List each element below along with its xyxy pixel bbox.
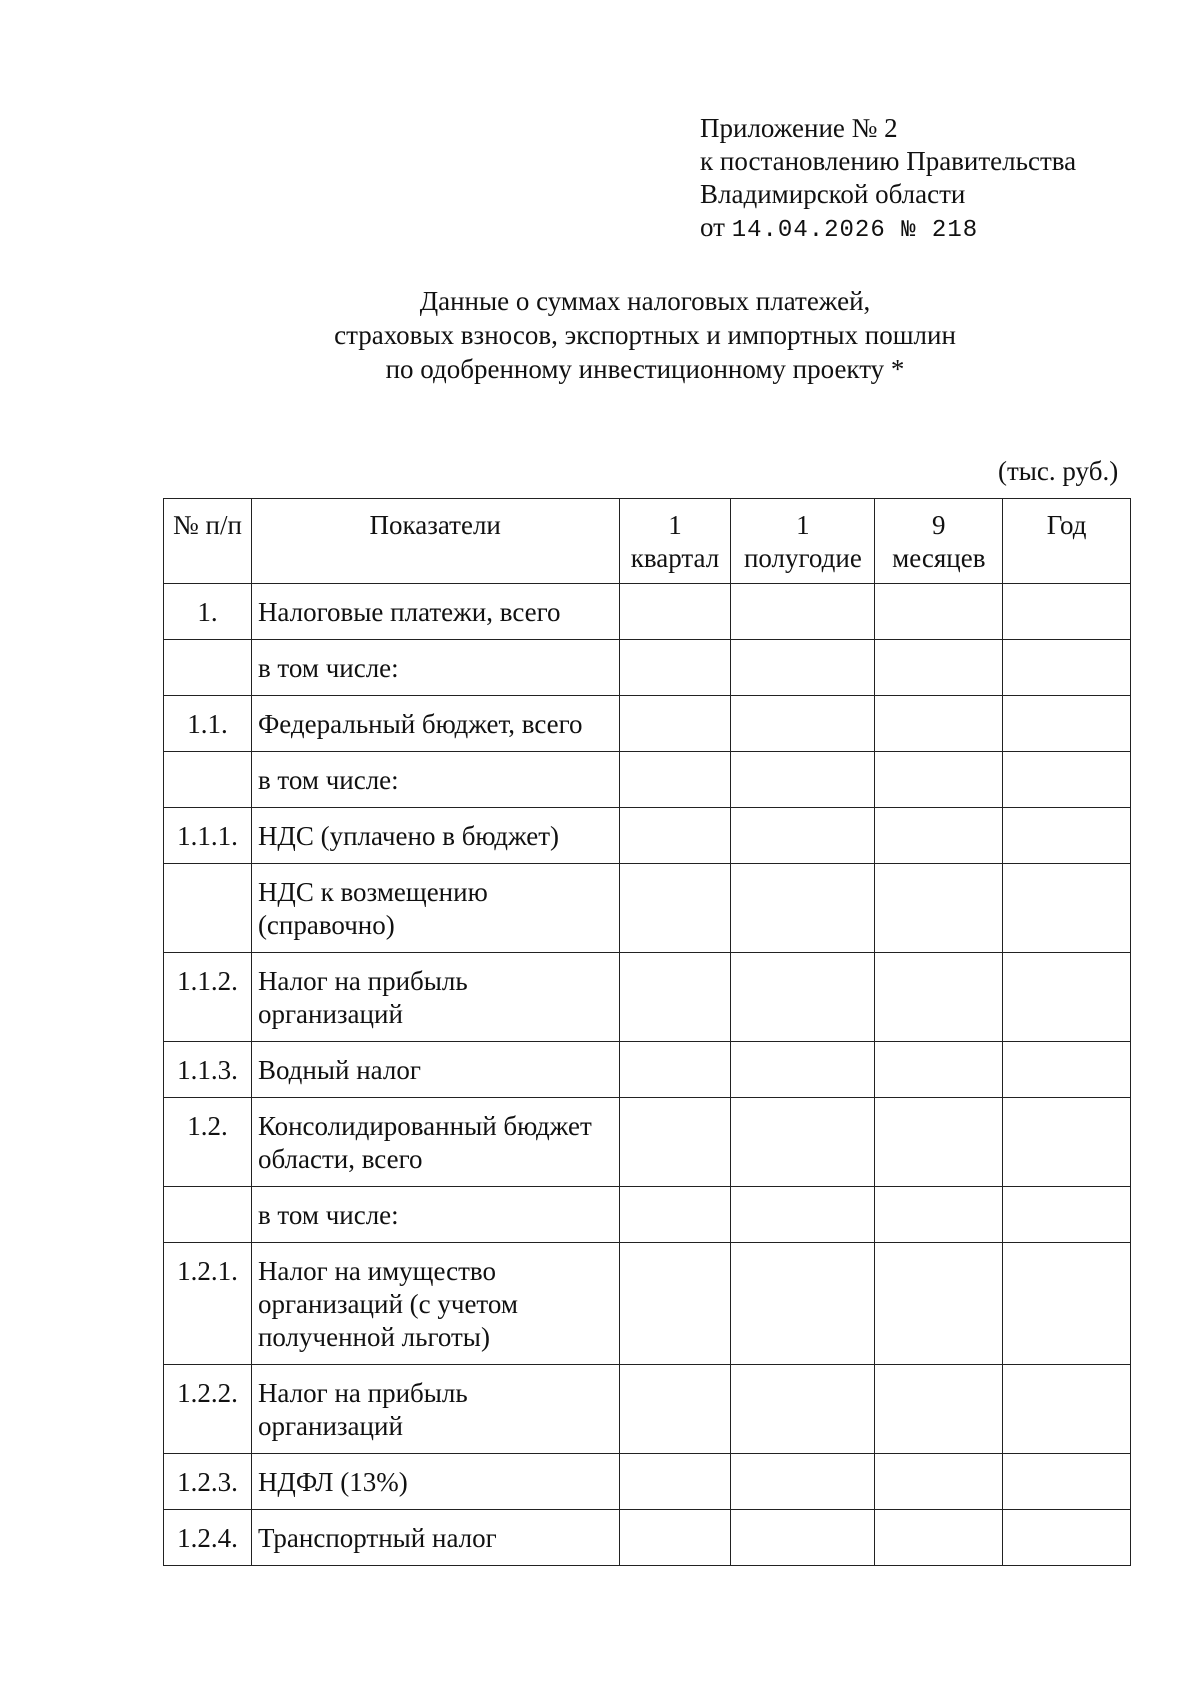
- cell-year: [1003, 1187, 1131, 1243]
- cell-halfyear: [731, 953, 875, 1042]
- row-num: 1.1.3.: [164, 1042, 252, 1098]
- row-indicator: Водный налог: [251, 1042, 619, 1098]
- row-indicator: в том числе:: [251, 640, 619, 696]
- cell-quarter: [619, 1510, 731, 1566]
- cell-year: [1003, 1243, 1131, 1365]
- cell-9months: [875, 1243, 1003, 1365]
- row-num: 1.1.: [164, 696, 252, 752]
- date-prefix: от: [700, 212, 732, 242]
- row-indicator: в том числе:: [251, 752, 619, 808]
- header-name: Показатели: [251, 499, 619, 584]
- row-indicator: Транспортный налог: [251, 1510, 619, 1566]
- cell-9months: [875, 1510, 1003, 1566]
- cell-9months: [875, 1042, 1003, 1098]
- table-row: [164, 640, 1131, 696]
- row-indicator: НДС (уплачено в бюджет): [251, 808, 619, 864]
- cell-year: [1003, 1365, 1131, 1454]
- appendix-line-1: Приложение № 2: [700, 113, 898, 143]
- cell-quarter: [619, 1365, 731, 1454]
- table-row: [164, 808, 1131, 864]
- cell-halfyear: [731, 808, 875, 864]
- header-quarter-top: 1: [668, 510, 682, 540]
- cell-halfyear: [731, 864, 875, 953]
- cell-9months: [875, 808, 1003, 864]
- row-indicator: Федеральный бюджет, всего: [251, 696, 619, 752]
- row-num: 1.: [164, 584, 252, 640]
- cell-year: [1003, 696, 1131, 752]
- table-row: [164, 1098, 1131, 1187]
- cell-quarter: [619, 1187, 731, 1243]
- title-line-3: по одобренному инвестиционному проекту *: [385, 354, 905, 384]
- appendix-block: [700, 112, 1076, 247]
- cell-halfyear: [731, 1510, 875, 1566]
- table-row: [164, 752, 1131, 808]
- cell-9months: [875, 640, 1003, 696]
- table-header-row: [164, 499, 1131, 584]
- unit-label: (тыс. руб.): [998, 456, 1119, 486]
- cell-quarter: [619, 584, 731, 640]
- header-9months-top: 9: [932, 510, 946, 540]
- header-halfyear-top: 1: [796, 510, 810, 540]
- row-num: 1.1.1.: [164, 808, 252, 864]
- cell-year: [1003, 1454, 1131, 1510]
- table-row: [164, 1243, 1131, 1365]
- row-num: 1.2.4.: [164, 1510, 252, 1566]
- cell-quarter: [619, 752, 731, 808]
- cell-9months: [875, 696, 1003, 752]
- appendix-line-2: к постановлению Правительства: [700, 146, 1077, 176]
- header-quarter-bottom: квартал: [630, 543, 720, 573]
- cell-halfyear: [731, 752, 875, 808]
- table-row: [164, 1454, 1131, 1510]
- header-year: Год: [1003, 499, 1131, 584]
- cell-quarter: [619, 808, 731, 864]
- table-row: [164, 696, 1131, 752]
- cell-halfyear: [731, 1454, 875, 1510]
- header-9months-bottom: месяцев: [892, 543, 986, 573]
- title-line-1: Данные о суммах налоговых платежей,: [419, 286, 871, 316]
- row-indicator: Консолидированный бюджет области, всего: [251, 1098, 619, 1187]
- cell-quarter: [619, 864, 731, 953]
- cell-9months: [875, 1365, 1003, 1454]
- cell-year: [1003, 1042, 1131, 1098]
- cell-9months: [875, 752, 1003, 808]
- table-row: [164, 1365, 1131, 1454]
- header-quarter: [619, 499, 731, 584]
- cell-halfyear: [731, 584, 875, 640]
- row-num: [164, 640, 252, 696]
- cell-quarter: [619, 640, 731, 696]
- row-num: [164, 752, 252, 808]
- appendix-date-line: [700, 211, 1076, 247]
- table-row: [164, 953, 1131, 1042]
- cell-quarter: [619, 696, 731, 752]
- cell-9months: [875, 953, 1003, 1042]
- cell-9months: [875, 1098, 1003, 1187]
- cell-halfyear: [731, 1243, 875, 1365]
- header-9months: [875, 499, 1003, 584]
- title-line-2: страховых взносов, экспортных и импортных пошлин: [334, 320, 956, 350]
- row-indicator: Налог на прибыль организаций: [251, 1365, 619, 1454]
- cell-9months: [875, 1187, 1003, 1243]
- cell-year: [1003, 864, 1131, 953]
- date-stamp: 14.04.2026 № 218: [731, 217, 979, 244]
- row-indicator: в том числе:: [251, 1187, 619, 1243]
- row-indicator: НДС к возмещению (справочно): [251, 864, 619, 953]
- row-indicator: Налоговые платежи, всего: [251, 584, 619, 640]
- header-num: № п/п: [164, 499, 252, 584]
- cell-year: [1003, 752, 1131, 808]
- cell-quarter: [619, 1454, 731, 1510]
- table-row: [164, 1187, 1131, 1243]
- cell-quarter: [619, 1243, 731, 1365]
- cell-9months: [875, 864, 1003, 953]
- row-indicator: Налог на имущество организаций (с учетом полученной льготы): [251, 1243, 619, 1365]
- cell-halfyear: [731, 1365, 875, 1454]
- document-title: [0, 284, 1200, 386]
- row-num: 1.2.2.: [164, 1365, 252, 1454]
- row-num: 1.1.2.: [164, 953, 252, 1042]
- cell-9months: [875, 584, 1003, 640]
- cell-quarter: [619, 1042, 731, 1098]
- cell-year: [1003, 808, 1131, 864]
- cell-quarter: [619, 953, 731, 1042]
- row-num: [164, 1187, 252, 1243]
- header-halfyear: [731, 499, 875, 584]
- cell-year: [1003, 640, 1131, 696]
- row-num: [164, 864, 252, 953]
- tax-table: [163, 498, 1131, 1566]
- cell-year: [1003, 1510, 1131, 1566]
- cell-halfyear: [731, 696, 875, 752]
- cell-9months: [875, 1454, 1003, 1510]
- row-indicator: НДФЛ (13%): [251, 1454, 619, 1510]
- cell-year: [1003, 953, 1131, 1042]
- cell-halfyear: [731, 640, 875, 696]
- table-row: [164, 584, 1131, 640]
- appendix-line-3: Владимирской области: [700, 179, 966, 209]
- cell-quarter: [619, 1098, 731, 1187]
- row-num: 1.2.1.: [164, 1243, 252, 1365]
- cell-halfyear: [731, 1042, 875, 1098]
- table-row: [164, 1042, 1131, 1098]
- cell-year: [1003, 1098, 1131, 1187]
- row-num: 1.2.3.: [164, 1454, 252, 1510]
- cell-halfyear: [731, 1098, 875, 1187]
- header-halfyear-bottom: полугодие: [743, 543, 862, 573]
- cell-halfyear: [731, 1187, 875, 1243]
- row-indicator: Налог на прибыль организаций: [251, 953, 619, 1042]
- table-row: [164, 1510, 1131, 1566]
- cell-year: [1003, 584, 1131, 640]
- table-row: [164, 864, 1131, 953]
- row-num: 1.2.: [164, 1098, 252, 1187]
